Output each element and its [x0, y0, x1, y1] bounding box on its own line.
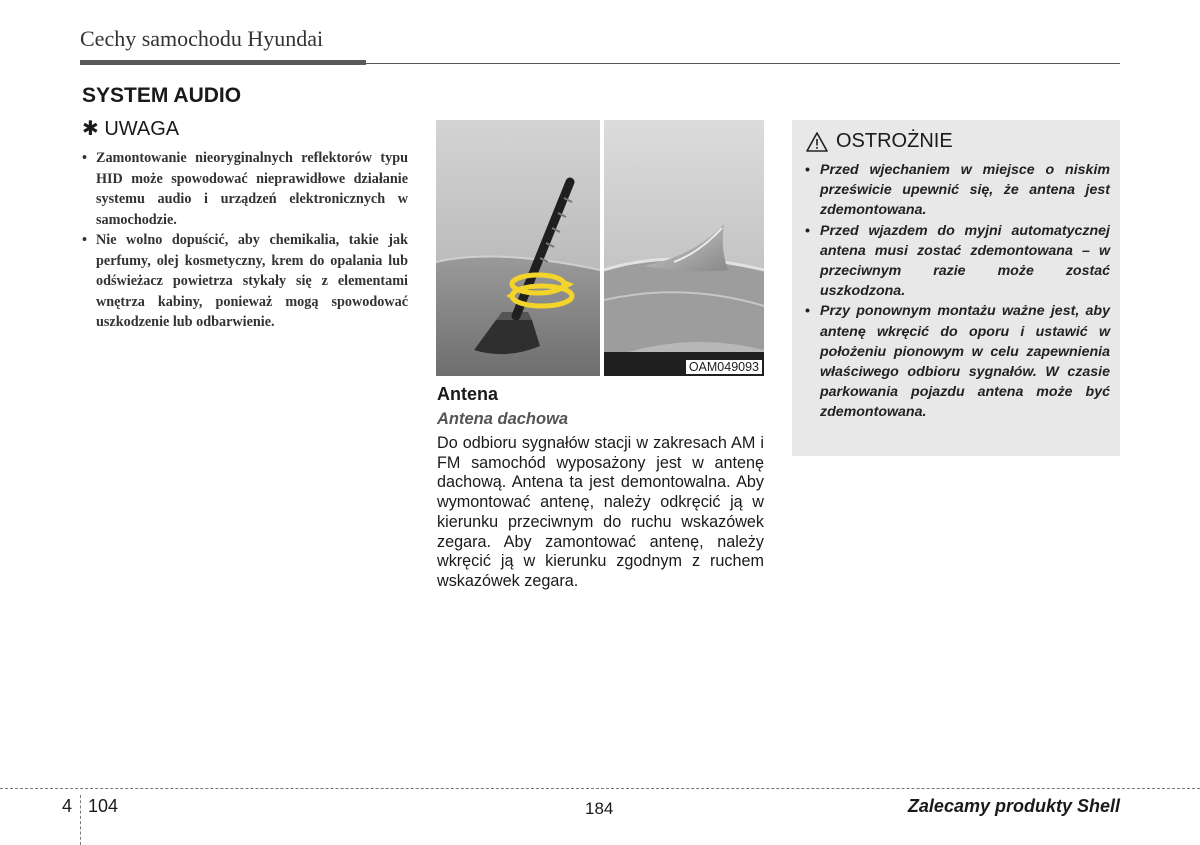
figure-code: OAM049093 [686, 360, 762, 374]
caution-item: • Przy ponownym montażu ważne jest, aby antenę wkręcić do oporu i ustawić w położeniu pionowym w celu zapewnienia właściwego odbioru sygnałów. W czasie parkowania pojazdu antena może być zdemontowana. [802, 301, 1110, 422]
footer-slogan: Zalecamy produkty Shell [907, 796, 1120, 816]
note-heading [82, 116, 179, 141]
caution-heading [806, 130, 953, 153]
antenna-subtitle: Antena dachowa [437, 410, 569, 428]
note-list [80, 148, 408, 333]
antenna-body: Do odbioru sygnałów stacji w zakresach AM i FM samochód wyposażony jest w antenę dachową. Antena ta jest demontowalna. Aby wymontować antenę, należy odkręcić ją w kierunku przeciwnym do ruchu wskazówek zegara. Aby zamontować antenę, należy wkręcić ją w kierunku zgodnym z ruchem wskazówek zegara. [437, 434, 764, 590]
note-item: • Nie wolno dopuścić, aby chemikalia, takie jak perfumy, olej kosmetyczny, krem do opalania lub odświeżacz powietrza stykały się z elementami wnętrza kabiny, ponieważ mogą spowodować uszkodzenie lub odbarwienie. [80, 230, 408, 333]
caution-item: • Przed wjazdem do myjni automatycznej antena musi zostać zdemontowana – w przeciwnym razie może zostać uszkodzona. [802, 221, 1110, 302]
header-title: Cechy samochodu Hyundai [80, 26, 324, 51]
header-rule-thin [366, 63, 1120, 64]
sheet-number: 184 [585, 799, 614, 818]
roof-antenna-rod-photo [436, 120, 600, 376]
antenna-rod-illustration [436, 120, 600, 376]
shark-fin-antenna-photo [604, 120, 764, 376]
caution-item: • Przed wjechaniem w miejsce o niskim prześwicie upewnić się, że antena jest zdemontowana. [802, 160, 1110, 221]
warning-triangle-icon [806, 132, 828, 152]
note-heading-label: UWAGA [104, 118, 180, 140]
caution-heading-label: OSTROŻNIE [836, 130, 953, 152]
chapter-number: 4 [62, 796, 73, 816]
shark-fin-illustration [604, 120, 764, 376]
page-number: 104 [88, 796, 119, 816]
caution-box [792, 120, 1120, 456]
caution-list [802, 160, 1110, 423]
footer-rule [0, 788, 1200, 789]
header-rule-thick [80, 60, 366, 65]
section-title: SYSTEM AUDIO [82, 84, 242, 107]
note-item: • Zamontowanie nieoryginalnych reflektorów typu HID może spowodować nieprawidłowe działanie systemu audio i urządzeń elektronicznych w samochodzie. [80, 148, 408, 230]
antenna-title: Antena [437, 384, 499, 404]
asterisk-icon: ✱ [82, 118, 99, 140]
footer-divider [80, 795, 81, 845]
